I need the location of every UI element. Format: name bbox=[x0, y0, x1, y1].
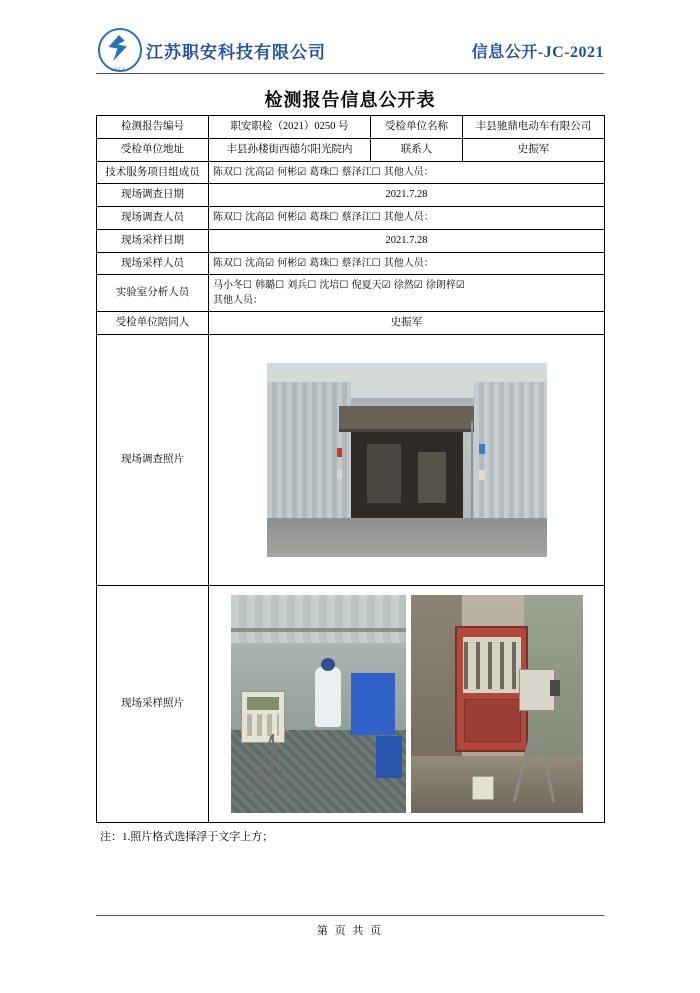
sampling-photo-cell bbox=[209, 586, 605, 823]
client-addr-label: 受检单位地址 bbox=[97, 138, 209, 161]
table-row bbox=[97, 116, 605, 139]
table-row bbox=[97, 138, 605, 161]
page-number: 第 页 共 页 bbox=[316, 925, 384, 937]
table-row bbox=[97, 207, 605, 230]
client-addr-value: 丰县孙楼街西德尔阳光院内 bbox=[209, 138, 371, 161]
accompany-value: 史振军 bbox=[209, 312, 605, 335]
table-row bbox=[97, 161, 605, 184]
sampling-people-value: 陈双☐ 沈高☑ 何彬☑ 葛珠☐ 蔡泽江☐ 其他人员： bbox=[209, 252, 605, 275]
sampling-photo-label: 现场采样照片 bbox=[97, 586, 209, 823]
team-value: 陈双☐ 沈高☑ 何彬☑ 葛珠☐ 蔡泽江☐ 其他人员： bbox=[209, 161, 605, 184]
team-label: 技术服务项目组成员 bbox=[97, 161, 209, 184]
survey-date-label: 现场调查日期 bbox=[97, 184, 209, 207]
table-row bbox=[97, 229, 605, 252]
contact-value: 史振军 bbox=[463, 138, 605, 161]
company-name: 江苏职安科技有限公司 bbox=[146, 43, 326, 62]
client-name-value: 丰县驰鼎电动车有限公司 bbox=[463, 116, 605, 139]
table-row bbox=[97, 312, 605, 335]
table-row bbox=[97, 184, 605, 207]
lab-people-label: 实验室分析人员 bbox=[97, 275, 209, 312]
survey-people-label: 现场调查人员 bbox=[97, 207, 209, 230]
sampling-date-label: 现场采样日期 bbox=[97, 229, 209, 252]
page-title: 检测报告信息公开表 bbox=[264, 90, 436, 110]
lab-people-line1: 马小冬☐ 韩璐☐ 刘兵☐ 沈培☐ 倪夏天☑ 徐然☑ 徐朗梓☑ bbox=[213, 280, 465, 292]
footnote: 注：1.照片格式选择浮于文字上方； bbox=[100, 831, 274, 843]
sampling-photo-image-left bbox=[231, 595, 406, 813]
logo-caption: JSZA bbox=[112, 68, 126, 73]
logo-icon bbox=[98, 28, 142, 72]
footer-divider bbox=[96, 915, 604, 916]
table-row bbox=[97, 586, 605, 823]
survey-people-value: 陈双☐ 沈高☑ 何彬☑ 葛珠☐ 蔡泽江☐ 其他人员： bbox=[209, 207, 605, 230]
accompany-label: 受检单位陪同人 bbox=[97, 312, 209, 335]
company-logo bbox=[96, 28, 142, 72]
document-header bbox=[96, 28, 604, 76]
table-row bbox=[97, 252, 605, 275]
table-row bbox=[97, 335, 605, 586]
contact-label: 联系人 bbox=[371, 138, 463, 161]
survey-photo-image bbox=[267, 363, 547, 557]
header-divider bbox=[96, 73, 604, 74]
table-row bbox=[97, 275, 605, 312]
lab-people-line2: 其他人员： bbox=[213, 295, 263, 307]
info-table bbox=[96, 115, 605, 823]
sampling-photo-group bbox=[231, 595, 583, 813]
report-no-value: 职安职检（2021）0250 号 bbox=[209, 116, 371, 139]
sampling-photo-image-right bbox=[411, 595, 583, 813]
survey-photo-cell bbox=[209, 335, 605, 586]
sampling-date-value: 2021.7.28 bbox=[209, 229, 605, 252]
client-name-label: 受检单位名称 bbox=[371, 116, 463, 139]
survey-photo-label: 现场调查照片 bbox=[97, 335, 209, 586]
survey-date-value: 2021.7.28 bbox=[209, 184, 605, 207]
sampling-people-label: 现场采样人员 bbox=[97, 252, 209, 275]
lab-people-value bbox=[209, 275, 605, 312]
report-no-label: 检测报告编号 bbox=[97, 116, 209, 139]
document-code: 信息公开-JC-2021 bbox=[471, 44, 604, 61]
